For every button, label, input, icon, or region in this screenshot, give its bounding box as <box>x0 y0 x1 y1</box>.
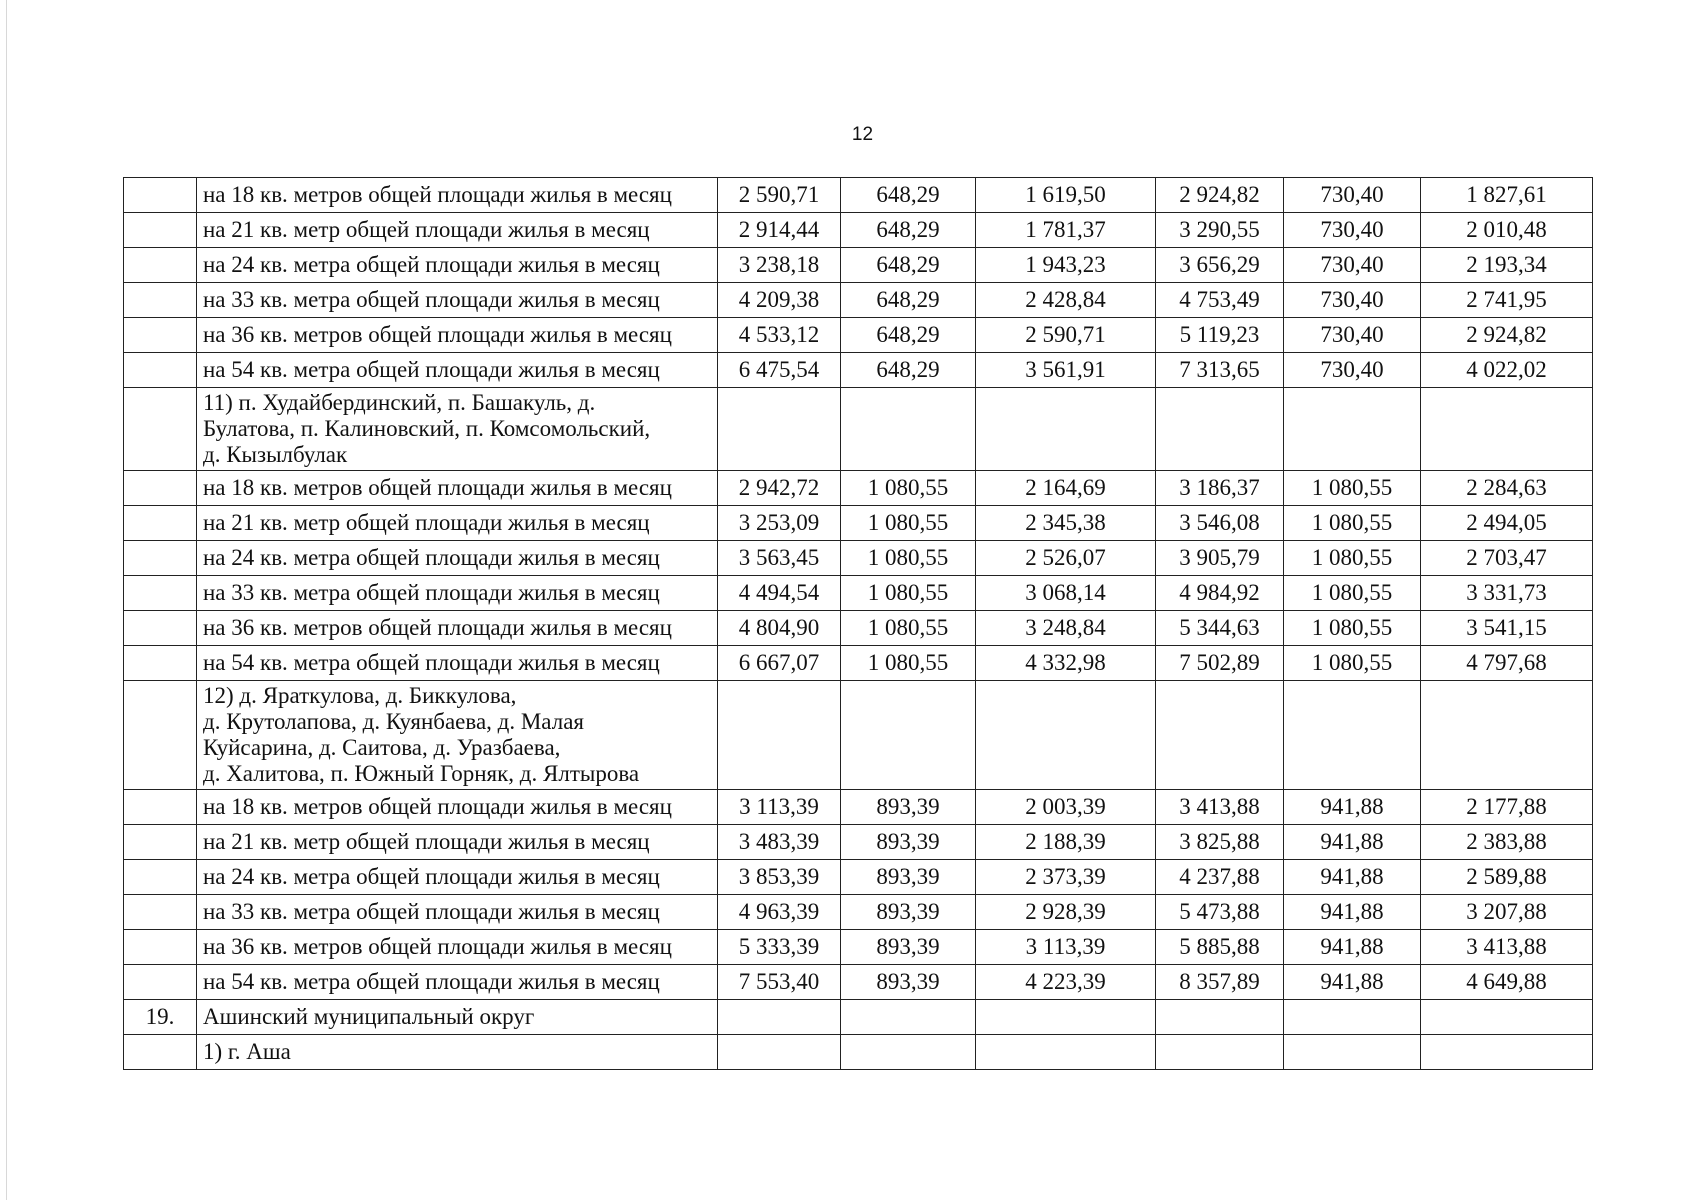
value-cell: 2 703,47 <box>1421 541 1593 576</box>
row-index-cell <box>124 930 197 965</box>
value-cell: 2 284,63 <box>1421 471 1593 506</box>
value-cell: 2 590,71 <box>976 318 1156 353</box>
row-index-cell <box>124 790 197 825</box>
row-description-cell: Ашинский муниципальный округ <box>197 1000 718 1035</box>
row-index-cell <box>124 611 197 646</box>
value-cell: 3 113,39 <box>976 930 1156 965</box>
table-row <box>124 283 1593 318</box>
table-row <box>124 318 1593 353</box>
value-cell: 4 494,54 <box>718 576 841 611</box>
value-cell: 2 924,82 <box>1421 318 1593 353</box>
value-cell: 893,39 <box>841 965 976 1000</box>
table-row <box>124 790 1593 825</box>
value-cell: 7 502,89 <box>1156 646 1284 681</box>
row-description-cell: на 36 кв. метров общей площади жилья в месяц <box>197 318 718 353</box>
value-cell: 2 924,82 <box>1156 178 1284 213</box>
value-cell: 5 473,88 <box>1156 895 1284 930</box>
value-cell: 648,29 <box>841 318 976 353</box>
value-cell: 2 590,71 <box>718 178 841 213</box>
value-cell <box>1156 681 1284 790</box>
value-cell: 2 428,84 <box>976 283 1156 318</box>
value-cell: 3 483,39 <box>718 825 841 860</box>
group-heading-line: 12) д. Яраткулова, д. Биккулова, <box>203 683 517 708</box>
row-index-cell <box>124 248 197 283</box>
value-cell: 3 546,08 <box>1156 506 1284 541</box>
group-heading-line: д. Кызылбулак <box>203 442 348 467</box>
value-cell: 1 080,55 <box>1284 506 1421 541</box>
row-index-cell <box>124 471 197 506</box>
table-row <box>124 646 1593 681</box>
value-cell: 4 963,39 <box>718 895 841 930</box>
value-cell: 1 080,55 <box>841 576 976 611</box>
table-row <box>124 178 1593 213</box>
value-cell: 3 248,84 <box>976 611 1156 646</box>
row-description-cell: на 54 кв. метра общей площади жилья в месяц <box>197 353 718 388</box>
value-cell: 1 080,55 <box>841 471 976 506</box>
value-cell: 2 164,69 <box>976 471 1156 506</box>
value-cell: 4 797,68 <box>1421 646 1593 681</box>
value-cell <box>976 1000 1156 1035</box>
value-cell <box>1156 1000 1284 1035</box>
value-cell: 1 943,23 <box>976 248 1156 283</box>
value-cell: 1 080,55 <box>1284 471 1421 506</box>
row-description-cell: на 18 кв. метров общей площади жилья в месяц <box>197 471 718 506</box>
value-cell: 7 553,40 <box>718 965 841 1000</box>
value-cell: 3 853,39 <box>718 860 841 895</box>
value-cell <box>718 1035 841 1070</box>
value-cell <box>976 1035 1156 1070</box>
row-index-cell <box>124 178 197 213</box>
value-cell: 3 113,39 <box>718 790 841 825</box>
value-cell <box>1284 1035 1421 1070</box>
scan-edge-line <box>6 0 7 1200</box>
row-description-cell <box>197 681 718 790</box>
value-cell <box>718 388 841 471</box>
table-row <box>124 541 1593 576</box>
value-cell: 8 357,89 <box>1156 965 1284 1000</box>
table-row <box>124 965 1593 1000</box>
value-cell: 2 942,72 <box>718 471 841 506</box>
row-index-cell <box>124 318 197 353</box>
value-cell: 730,40 <box>1284 248 1421 283</box>
tariff-table <box>123 177 1593 1070</box>
value-cell: 1 080,55 <box>1284 576 1421 611</box>
table-row <box>124 930 1593 965</box>
value-cell: 893,39 <box>841 860 976 895</box>
value-cell: 4 753,49 <box>1156 283 1284 318</box>
value-cell: 2 373,39 <box>976 860 1156 895</box>
value-cell: 7 313,65 <box>1156 353 1284 388</box>
table-row <box>124 213 1593 248</box>
value-cell <box>841 1035 976 1070</box>
row-index-cell <box>124 576 197 611</box>
value-cell: 3 253,09 <box>718 506 841 541</box>
row-description-cell <box>197 388 718 471</box>
value-cell <box>841 681 976 790</box>
value-cell: 3 563,45 <box>718 541 841 576</box>
table-row <box>124 248 1593 283</box>
value-cell: 5 119,23 <box>1156 318 1284 353</box>
value-cell: 3 238,18 <box>718 248 841 283</box>
table-row <box>124 506 1593 541</box>
table-body <box>124 178 1593 1070</box>
value-cell: 3 413,88 <box>1421 930 1593 965</box>
value-cell: 2 741,95 <box>1421 283 1593 318</box>
group-heading-line: Булатова, п. Калиновский, п. Комсомольский, <box>203 416 651 441</box>
value-cell: 4 984,92 <box>1156 576 1284 611</box>
value-cell: 893,39 <box>841 895 976 930</box>
value-cell <box>1421 1035 1593 1070</box>
value-cell <box>1284 388 1421 471</box>
value-cell <box>841 388 976 471</box>
table-row <box>124 895 1593 930</box>
table-row <box>124 611 1593 646</box>
value-cell: 4 649,88 <box>1421 965 1593 1000</box>
value-cell: 5 333,39 <box>718 930 841 965</box>
value-cell: 730,40 <box>1284 213 1421 248</box>
value-cell: 2 193,34 <box>1421 248 1593 283</box>
row-description-cell: на 21 кв. метр общей площади жилья в месяц <box>197 825 718 860</box>
row-description-cell: на 36 кв. метров общей площади жилья в месяц <box>197 611 718 646</box>
value-cell: 4 209,38 <box>718 283 841 318</box>
row-description-cell: на 24 кв. метра общей площади жилья в месяц <box>197 248 718 283</box>
row-index-cell <box>124 388 197 471</box>
group-heading-line: Куйсарина, д. Саитова, д. Уразбаева, <box>203 735 561 760</box>
value-cell: 1 080,55 <box>1284 541 1421 576</box>
value-cell: 2 177,88 <box>1421 790 1593 825</box>
table-group-row <box>124 681 1593 790</box>
row-description-cell: на 18 кв. метров общей площади жилья в месяц <box>197 178 718 213</box>
value-cell: 893,39 <box>841 825 976 860</box>
table-section-row <box>124 1000 1593 1035</box>
value-cell: 1 781,37 <box>976 213 1156 248</box>
row-description-cell: на 21 кв. метр общей площади жилья в месяц <box>197 506 718 541</box>
row-description-cell: на 33 кв. метра общей площади жилья в месяц <box>197 283 718 318</box>
value-cell: 2 383,88 <box>1421 825 1593 860</box>
value-cell: 1 080,55 <box>841 646 976 681</box>
row-description-cell: на 54 кв. метра общей площади жилья в месяц <box>197 646 718 681</box>
row-index-cell <box>124 646 197 681</box>
value-cell: 5 885,88 <box>1156 930 1284 965</box>
value-cell: 730,40 <box>1284 178 1421 213</box>
value-cell: 2 928,39 <box>976 895 1156 930</box>
row-description-cell: 1) г. Аша <box>197 1035 718 1070</box>
row-description-cell: на 18 кв. метров общей площади жилья в месяц <box>197 790 718 825</box>
row-description-cell: на 24 кв. метра общей площади жилья в месяц <box>197 541 718 576</box>
row-index-cell: 19. <box>124 1000 197 1035</box>
value-cell: 1 619,50 <box>976 178 1156 213</box>
value-cell: 2 188,39 <box>976 825 1156 860</box>
value-cell: 648,29 <box>841 353 976 388</box>
value-cell: 3 331,73 <box>1421 576 1593 611</box>
value-cell: 4 022,02 <box>1421 353 1593 388</box>
value-cell <box>718 681 841 790</box>
value-cell: 941,88 <box>1284 825 1421 860</box>
table-row <box>124 471 1593 506</box>
row-description-cell: на 21 кв. метр общей площади жилья в месяц <box>197 213 718 248</box>
value-cell: 3 290,55 <box>1156 213 1284 248</box>
value-cell: 2 589,88 <box>1421 860 1593 895</box>
value-cell: 648,29 <box>841 178 976 213</box>
row-index-cell <box>124 965 197 1000</box>
value-cell <box>1421 388 1593 471</box>
value-cell: 2 345,38 <box>976 506 1156 541</box>
group-heading-line: 11) п. Худайбердинский, п. Башакуль, д. <box>203 390 596 415</box>
value-cell: 730,40 <box>1284 353 1421 388</box>
value-cell: 3 561,91 <box>976 353 1156 388</box>
row-index-cell <box>124 1035 197 1070</box>
table-row <box>124 825 1593 860</box>
row-index-cell <box>124 541 197 576</box>
table-row <box>124 860 1593 895</box>
value-cell: 730,40 <box>1284 283 1421 318</box>
value-cell: 893,39 <box>841 790 976 825</box>
group-heading-line: д. Халитова, п. Южный Горняк, д. Ялтырова <box>203 761 640 786</box>
value-cell: 4 332,98 <box>976 646 1156 681</box>
table-group-row <box>124 388 1593 471</box>
value-cell <box>1156 388 1284 471</box>
row-index-cell <box>124 283 197 318</box>
row-index-cell <box>124 506 197 541</box>
row-index-cell <box>124 213 197 248</box>
value-cell: 1 080,55 <box>1284 611 1421 646</box>
row-description-cell: на 24 кв. метра общей площади жилья в месяц <box>197 860 718 895</box>
table-section-row <box>124 1035 1593 1070</box>
value-cell <box>1421 1000 1593 1035</box>
value-cell: 941,88 <box>1284 930 1421 965</box>
value-cell: 2 010,48 <box>1421 213 1593 248</box>
value-cell: 3 905,79 <box>1156 541 1284 576</box>
value-cell: 1 080,55 <box>841 506 976 541</box>
value-cell: 1 080,55 <box>841 611 976 646</box>
value-cell: 3 413,88 <box>1156 790 1284 825</box>
row-index-cell <box>124 353 197 388</box>
value-cell: 3 068,14 <box>976 576 1156 611</box>
table-row <box>124 353 1593 388</box>
value-cell <box>1284 1000 1421 1035</box>
value-cell: 4 223,39 <box>976 965 1156 1000</box>
value-cell: 648,29 <box>841 248 976 283</box>
value-cell: 4 237,88 <box>1156 860 1284 895</box>
value-cell: 2 003,39 <box>976 790 1156 825</box>
value-cell: 941,88 <box>1284 965 1421 1000</box>
value-cell: 893,39 <box>841 930 976 965</box>
row-index-cell <box>124 681 197 790</box>
row-index-cell <box>124 825 197 860</box>
value-cell: 1 827,61 <box>1421 178 1593 213</box>
value-cell: 6 475,54 <box>718 353 841 388</box>
value-cell: 4 804,90 <box>718 611 841 646</box>
value-cell: 941,88 <box>1284 860 1421 895</box>
value-cell: 2 494,05 <box>1421 506 1593 541</box>
table-row <box>124 576 1593 611</box>
value-cell: 3 207,88 <box>1421 895 1593 930</box>
row-description-cell: на 33 кв. метра общей площади жилья в месяц <box>197 576 718 611</box>
value-cell: 3 541,15 <box>1421 611 1593 646</box>
page-number: 12 <box>851 124 874 145</box>
value-cell: 730,40 <box>1284 318 1421 353</box>
row-description-cell: на 36 кв. метров общей площади жилья в месяц <box>197 930 718 965</box>
value-cell <box>1284 681 1421 790</box>
group-heading-line: д. Крутолапова, д. Куянбаева, д. Малая <box>203 709 584 734</box>
value-cell: 6 667,07 <box>718 646 841 681</box>
value-cell: 3 656,29 <box>1156 248 1284 283</box>
value-cell: 4 533,12 <box>718 318 841 353</box>
row-description-cell: на 33 кв. метра общей площади жилья в месяц <box>197 895 718 930</box>
value-cell <box>1421 681 1593 790</box>
value-cell: 941,88 <box>1284 790 1421 825</box>
value-cell: 1 080,55 <box>1284 646 1421 681</box>
value-cell: 2 914,44 <box>718 213 841 248</box>
value-cell <box>976 681 1156 790</box>
value-cell: 648,29 <box>841 283 976 318</box>
value-cell <box>976 388 1156 471</box>
value-cell: 648,29 <box>841 213 976 248</box>
value-cell <box>718 1000 841 1035</box>
row-description-cell: на 54 кв. метра общей площади жилья в месяц <box>197 965 718 1000</box>
value-cell: 1 080,55 <box>841 541 976 576</box>
row-index-cell <box>124 895 197 930</box>
row-index-cell <box>124 860 197 895</box>
value-cell: 941,88 <box>1284 895 1421 930</box>
value-cell: 3 186,37 <box>1156 471 1284 506</box>
value-cell: 2 526,07 <box>976 541 1156 576</box>
value-cell <box>1156 1035 1284 1070</box>
value-cell <box>841 1000 976 1035</box>
value-cell: 5 344,63 <box>1156 611 1284 646</box>
value-cell: 3 825,88 <box>1156 825 1284 860</box>
